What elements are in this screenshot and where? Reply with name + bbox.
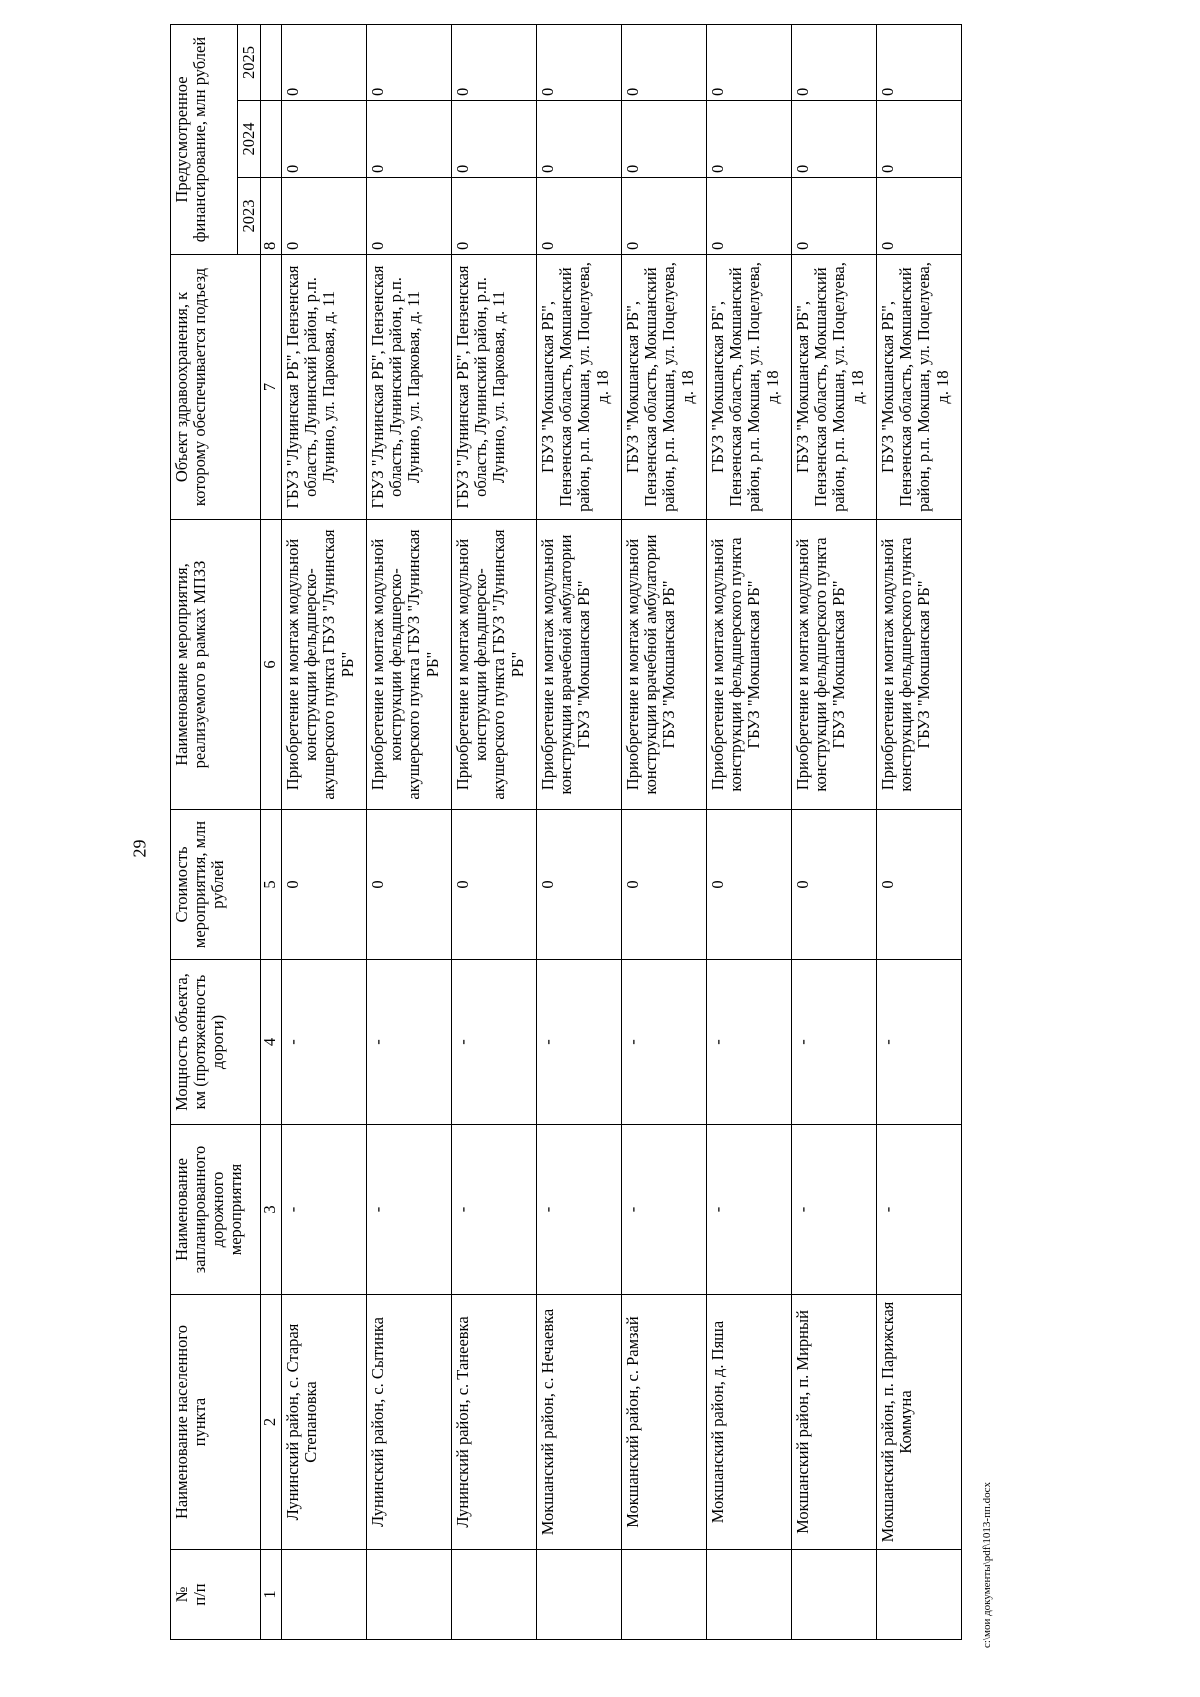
row-num — [622, 1550, 707, 1640]
mpzz-event-cell: Приобретение и монтаж модульной конструкции фельдшерско-акушерского пункта ГБУЗ "Лунинская РБ" — [452, 520, 537, 810]
capacity-cell: - — [367, 960, 452, 1125]
road-event-cell: - — [707, 1125, 792, 1295]
capacity-cell: - — [452, 960, 537, 1125]
road-event-cell: - — [367, 1125, 452, 1295]
financing-2025-cell: 0 — [877, 25, 962, 101]
header-mpzz-event: Наименование мероприятия, реализуемого в рамках МПЗЗ — [171, 520, 261, 810]
financing-2024-cell: 0 — [452, 101, 537, 178]
health-object-cell: ГБУЗ "Мокшанская РБ", Пензенская область, Мокшанский район, р.п. Мокшан, ул. Поцелуева, д. 18 — [622, 255, 707, 520]
financing-2024-cell: 0 — [282, 101, 367, 178]
financing-2023-cell: 0 — [622, 178, 707, 255]
financing-2023-cell: 0 — [877, 178, 962, 255]
row-num — [792, 1550, 877, 1640]
header-num: № п/п — [171, 1550, 261, 1640]
health-object-cell: ГБУЗ "Мокшанская РБ", Пензенская область, Мокшанский район, р.п. Мокшан, ул. Поцелуева, д. 18 — [537, 255, 622, 520]
row-num — [537, 1550, 622, 1640]
mpzz-event-cell: Приобретение и монтаж модульной конструкции фельдшерско-акушерского пункта ГБУЗ "Лунинская РБ" — [282, 520, 367, 810]
financing-2024-cell: 0 — [877, 101, 962, 178]
financing-2025-cell: 0 — [452, 25, 537, 101]
settlement-cell: Мокшанский район, д. Пяша — [707, 1295, 792, 1550]
col-number: 5 — [261, 810, 282, 960]
health-object-cell: ГБУЗ "Лунинская РБ", Пензенская область, Лунинский район, р.п. Лунино, ул. Парковая, д. 11 — [282, 255, 367, 520]
financing-2025-cell: 0 — [537, 25, 622, 101]
capacity-cell: - — [877, 960, 962, 1125]
financing-2023-cell: 0 — [367, 178, 452, 255]
col-number: 8 — [261, 178, 282, 255]
table-row — [877, 25, 962, 1640]
health-object-cell: ГБУЗ "Мокшанская РБ", Пензенская область, Мокшанский район, р.п. Мокшан, ул. Поцелуева, д. 18 — [877, 255, 962, 520]
capacity-cell: - — [792, 960, 877, 1125]
financing-2024-cell: 0 — [622, 101, 707, 178]
mpzz-event-cell: Приобретение и монтаж модульной конструкции врачебной амбулатории ГБУЗ "Мокшанская РБ" — [537, 520, 622, 810]
mpzz-event-cell: Приобретение и монтаж модульной конструкции фельдшерско-акушерского пункта ГБУЗ "Лунинская РБ" — [367, 520, 452, 810]
health-object-cell: ГБУЗ "Мокшанская РБ", Пензенская область, Мокшанский район, р.п. Мокшан, ул. Поцелуева, д. 18 — [707, 255, 792, 520]
mpzz-event-cell: Приобретение и монтаж модульной конструкции фельдшерского пункта ГБУЗ "Мокшанская РБ" — [877, 520, 962, 810]
col-number: 4 — [261, 960, 282, 1125]
health-object-cell: ГБУЗ "Мокшанская РБ", Пензенская область, Мокшанский район, р.п. Мокшан, ул. Поцелуева, д. 18 — [792, 255, 877, 520]
cost-cell: 0 — [877, 810, 962, 960]
table-row — [367, 25, 452, 1640]
cost-cell: 0 — [792, 810, 877, 960]
capacity-cell: - — [622, 960, 707, 1125]
table-row — [622, 25, 707, 1640]
capacity-cell: - — [707, 960, 792, 1125]
settlement-cell: Мокшанский район, п. Парижская Коммуна — [877, 1295, 962, 1550]
col-number: 1 — [261, 1550, 282, 1640]
row-num — [452, 1550, 537, 1640]
col-number: 2 — [261, 1295, 282, 1550]
financing-2023-cell: 0 — [282, 178, 367, 255]
settlement-cell: Лунинский район, с. Сытинка — [367, 1295, 452, 1550]
financing-2024-cell: 0 — [707, 101, 792, 178]
cost-cell: 0 — [452, 810, 537, 960]
table-row — [707, 25, 792, 1640]
col-number-empty — [261, 101, 282, 178]
col-number-empty — [261, 25, 282, 101]
settlement-cell: Мокшанский район, с. Нечаевка — [537, 1295, 622, 1550]
header-cost: Стоимость мероприятия, млн рублей — [171, 810, 261, 960]
table-row — [537, 25, 622, 1640]
col-number: 7 — [261, 255, 282, 520]
page-number: 29 — [129, 839, 150, 858]
financing-2023-cell: 0 — [792, 178, 877, 255]
capacity-cell: - — [537, 960, 622, 1125]
header-financing: Предусмотренное финансирование, млн рублей — [171, 25, 238, 255]
financing-2024-cell: 0 — [537, 101, 622, 178]
row-num — [367, 1550, 452, 1640]
financing-2023-cell: 0 — [452, 178, 537, 255]
cost-cell: 0 — [707, 810, 792, 960]
cost-cell: 0 — [537, 810, 622, 960]
health-object-cell: ГБУЗ "Лунинская РБ", Пензенская область, Лунинский район, р.п. Лунино, ул. Парковая, д. 11 — [452, 255, 537, 520]
column-number-row — [261, 25, 282, 1640]
financing-2024-cell: 0 — [792, 101, 877, 178]
financing-table — [170, 24, 962, 1640]
cost-cell: 0 — [622, 810, 707, 960]
settlement-cell: Мокшанский район, с. Рамзай — [622, 1295, 707, 1550]
header-year-2024: 2024 — [238, 101, 261, 178]
col-number: 3 — [261, 1125, 282, 1295]
header-year-2025: 2025 — [238, 25, 261, 101]
financing-2025-cell: 0 — [792, 25, 877, 101]
table-row — [792, 25, 877, 1640]
financing-2024-cell: 0 — [367, 101, 452, 178]
header-road-event: Наименование запланированного дорожного мероприятия — [171, 1125, 261, 1295]
header-year-2023: 2023 — [238, 178, 261, 255]
road-event-cell: - — [452, 1125, 537, 1295]
road-event-cell: - — [877, 1125, 962, 1295]
row-num — [877, 1550, 962, 1640]
footer-file-path: c:\мои документы\pdf\1013-пп.docx — [981, 1482, 993, 1649]
table-row — [452, 25, 537, 1640]
financing-2025-cell: 0 — [707, 25, 792, 101]
financing-2025-cell: 0 — [622, 25, 707, 101]
financing-2025-cell: 0 — [282, 25, 367, 101]
road-event-cell: - — [622, 1125, 707, 1295]
row-num — [282, 1550, 367, 1640]
capacity-cell: - — [282, 960, 367, 1125]
table-row — [282, 25, 367, 1640]
mpzz-event-cell: Приобретение и монтаж модульной конструкции фельдшерского пункта ГБУЗ "Мокшанская РБ" — [792, 520, 877, 810]
rotated-table-sheet — [170, 25, 965, 1640]
road-event-cell: - — [537, 1125, 622, 1295]
road-event-cell: - — [282, 1125, 367, 1295]
header-settlement: Наименование населенного пункта — [171, 1295, 261, 1550]
row-num — [707, 1550, 792, 1640]
financing-2023-cell: 0 — [707, 178, 792, 255]
financing-2025-cell: 0 — [367, 25, 452, 101]
health-object-cell: ГБУЗ "Лунинская РБ", Пензенская область, Лунинский район, р.п. Лунино, ул. Парковая, д. 11 — [367, 255, 452, 520]
road-event-cell: - — [792, 1125, 877, 1295]
settlement-cell: Лунинский район, с. Старая Степановка — [282, 1295, 367, 1550]
settlement-cell: Мокшанский район, п. Мирный — [792, 1295, 877, 1550]
header-capacity: Мощность объекта, км (протяженность дороги) — [171, 960, 261, 1125]
settlement-cell: Лунинский район, с. Танеевка — [452, 1295, 537, 1550]
col-number: 6 — [261, 520, 282, 810]
mpzz-event-cell: Приобретение и монтаж модульной конструкции фельдшерского пункта ГБУЗ "Мокшанская РБ" — [707, 520, 792, 810]
header-health-object: Объект здравоохранения, к которому обеспечивается подъезд — [171, 255, 261, 520]
mpzz-event-cell: Приобретение и монтаж модульной конструкции врачебной амбулатории ГБУЗ "Мокшанская РБ" — [622, 520, 707, 810]
cost-cell: 0 — [282, 810, 367, 960]
financing-2023-cell: 0 — [537, 178, 622, 255]
cost-cell: 0 — [367, 810, 452, 960]
